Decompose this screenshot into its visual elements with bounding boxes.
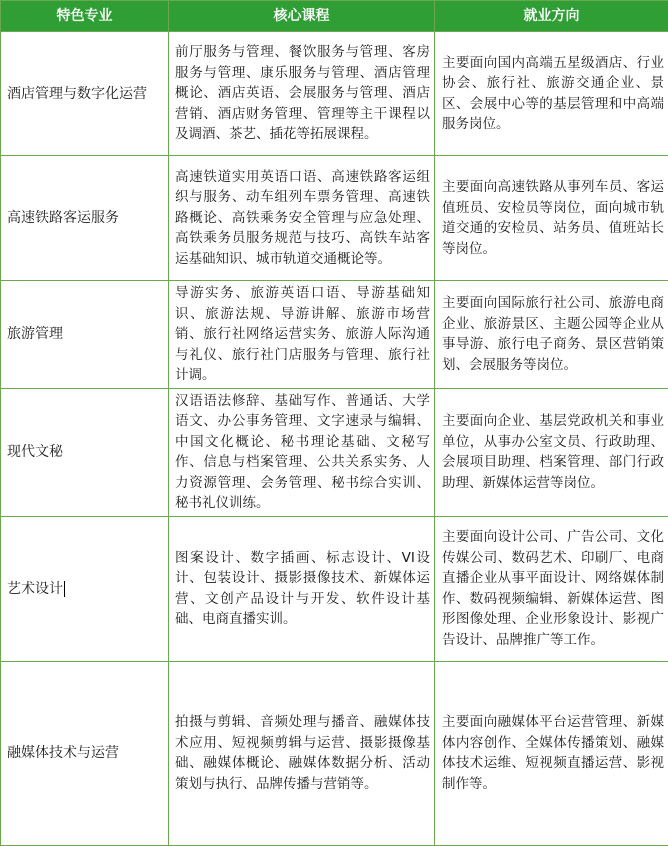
jobs-cell: 主要面向融媒体平台运营管理、新媒体内容创作、全媒体传播策划、融媒体技术运维、短视频直播运营、影视制作等。: [435, 661, 668, 845]
table-row: [1, 32, 668, 156]
text-cursor: [64, 581, 65, 597]
courses-cell: 导游实务、旅游英语口语、导游基础知识、旅游法规、导游讲解、旅游市场营销、旅行社网络运营实务、旅游人际沟通与礼仪、旅行社门店服务与管理、旅行社计调。: [169, 281, 435, 389]
major-cell: 现代文秘: [1, 388, 169, 516]
courses-cell: 前厅服务与管理、餐饮服务与管理、客房服务与管理、康乐服务与管理、酒店管理概论、酒店英语、会展服务与管理、酒店营销、酒店财务管理、管理等主干课程以及调酒、茶艺、插花等拓展课程。: [169, 32, 435, 156]
major-cell: 酒店管理与数字化运营: [1, 32, 169, 156]
table-header-row: [1, 1, 668, 32]
courses-cell: 拍摄与剪辑、音频处理与播音、融媒体技术应用、短视频剪辑与运营、摄影摄像基础、融媒体概论、融媒体数据分析、活动策划与执行、品牌传播与营销等。: [169, 661, 435, 845]
jobs-cell: 主要面向国际旅行社公司、旅游电商企业、旅游景区、主题公园等企业从事导游、旅行电子商务、景区营销策划、会展服务等岗位。: [435, 281, 668, 389]
header-employment: 就业方向: [435, 1, 668, 32]
table-row: [1, 516, 668, 661]
major-cell: 融媒体技术与运营: [1, 661, 169, 845]
major-cell-editing[interactable]: [1, 516, 169, 661]
major-cell: 高速铁路客运服务: [1, 156, 169, 281]
courses-cell: 高速铁道实用英语口语、高速铁路客运组织与服务、动车组列车票务管理、高速铁路概论、高铁乘务安全管理与应急处理、高铁乘务员服务规范与技巧、高铁车站客运基础知识、城市轨道交通概论等。: [169, 156, 435, 281]
table-row: [1, 156, 668, 281]
jobs-cell: 主要面向国内高端五星级酒店、行业协会、旅行社、旅游交通企业、景区、会展中心等的基层管理和中高端服务岗位。: [435, 32, 668, 156]
header-major: 特色专业: [1, 1, 169, 32]
jobs-cell: 主要面向企业、基层党政机关和事业单位，从事办公室文员、行政助理、会展项目助理、档案管理、部门行政助理、新媒体运营等岗位。: [435, 388, 668, 516]
major-label: 艺术设计: [7, 581, 63, 597]
table-row: [1, 281, 668, 389]
courses-cell: 汉语语法修辞、基础写作、普通话、大学语文、办公事务管理、文字速录与编辑、中国文化概论、秘书理论基础、文秘写作、信息与档案管理、公共关系实务、人力资源管理、会务管理、秘书综合实训、秘书礼仪训练。: [169, 388, 435, 516]
major-cell: 旅游管理: [1, 281, 169, 389]
table-row: [1, 388, 668, 516]
courses-cell: 图案设计、数字插画、标志设计、VI设计、包装设计、摄影摄像技术、新媒体运营、文创产品设计与开发、软件设计基础、电商直播实训。: [169, 516, 435, 661]
jobs-cell: 主要面向高速铁路从事列车员、客运值班员、安检员等岗位，面向城市轨道交通的安检员、站务员、值班站长等岗位。: [435, 156, 668, 281]
jobs-cell: 主要面向设计公司、广告公司、文化传媒公司、数码艺术、印刷厂、电商直播企业从事平面设计、网络媒体制作、数码视频编辑、新媒体运营、图形图像处理、企业形象设计、影视广告设计、品牌推广等工作。: [435, 516, 668, 661]
header-core-courses: 核心课程: [169, 1, 435, 32]
table-row: [1, 661, 668, 845]
